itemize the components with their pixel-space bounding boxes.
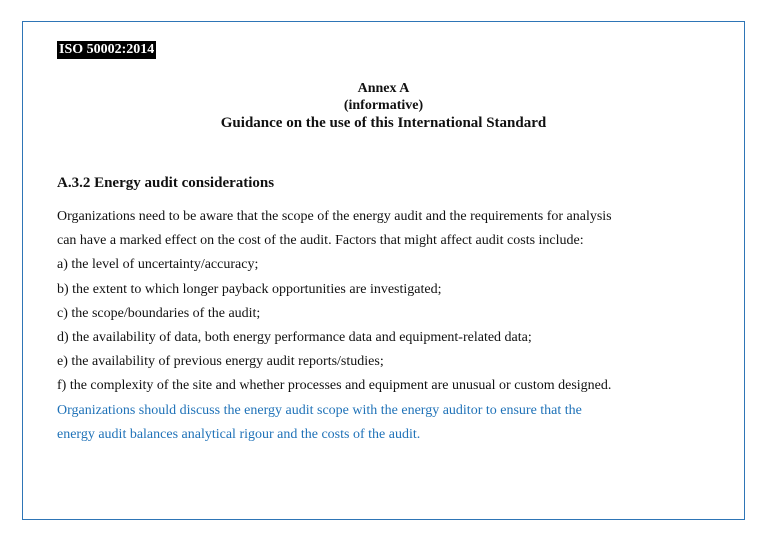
annex-title: Guidance on the use of this International Standard	[220, 115, 547, 131]
annex-header	[22, 80, 745, 133]
list-item: a) the level of uncertainty/accuracy;	[57, 257, 259, 273]
section-heading: A.3.2 Energy audit considerations	[57, 175, 275, 191]
section-body	[57, 205, 737, 447]
annex-type: (informative)	[343, 98, 424, 113]
highlighted-line: Organizations should discuss the energy audit scope with the energy auditor to ensure that the	[57, 402, 582, 418]
highlighted-line: energy audit balances analytical rigour and the costs of the audit.	[57, 426, 421, 442]
standard-id-badge: ISO 50002:2014	[59, 42, 155, 57]
list-item: b) the extent to which longer payback opportunities are investigated;	[57, 281, 442, 297]
body-line: Organizations need to be aware that the scope of the energy audit and the requirements for analysis	[57, 209, 612, 224]
list-item: e) the availability of previous energy audit reports/studies;	[57, 354, 384, 370]
list-item: f) the complexity of the site and whether processes and equipment are unusual or custom designed.	[57, 378, 612, 394]
body-line: can have a marked effect on the cost of the audit. Factors that might affect audit costs include:	[57, 233, 584, 249]
annex-label: Annex A	[357, 81, 410, 96]
list-item: c) the scope/boundaries of the audit;	[57, 305, 261, 321]
list-item: d) the availability of data, both energy performance data and equipment-related data;	[57, 329, 532, 345]
